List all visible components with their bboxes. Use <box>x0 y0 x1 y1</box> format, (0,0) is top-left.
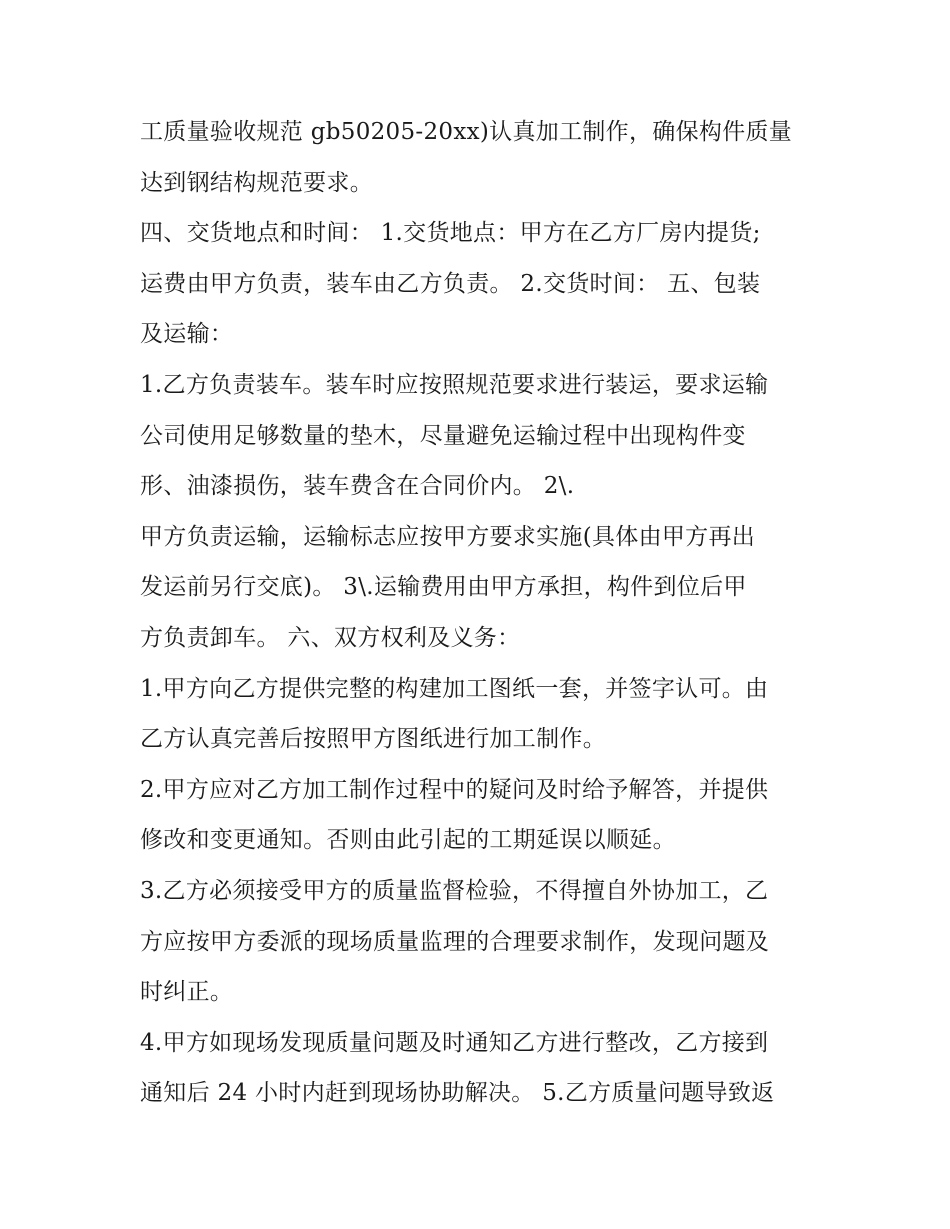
text-line: 乙方认真完善后按照甲方图纸进行加工制作。 <box>140 726 606 753</box>
text-line: 时纠正。 <box>140 979 234 1006</box>
text-line: 方负责卸车。 六、双方权利及义务： <box>140 624 521 651</box>
text-line: 1.乙方负责装车。装车时应按照规范要求进行装运，要求运输 <box>140 371 769 398</box>
text-line: 4.甲方如现场发现质量问题及时通知乙方进行整改，乙方接到 <box>140 1029 769 1056</box>
document-body <box>140 107 820 1119</box>
text-line: 通知后 24 小时内赶到现场协助解决。 5.乙方质量问题导致返 <box>140 1080 775 1107</box>
text-line: 运费由甲方负责，装车由乙方负责。 2.交货时间： 五、包装 <box>140 270 761 297</box>
text-line: 形、油漆损伤，装车费含在合同价内。 2\. <box>140 473 575 500</box>
text-line: 甲方负责运输，运输标志应按甲方要求实施(具体由甲方再出 <box>140 523 756 550</box>
text-line: 3.乙方必须接受甲方的质量监督检验，不得擅自外协加工，乙 <box>140 877 769 904</box>
text-line: 及运输： <box>140 321 234 348</box>
text-line: 达到钢结构规范要求。 <box>140 169 373 196</box>
text-line: 工质量验收规范 gb50205-20xx)认真加工制作，确保构件质量 <box>140 119 793 145</box>
text-line: 方应按甲方委派的现场质量监理的合理要求制作，发现问题及 <box>140 928 770 955</box>
text-line: 发运前另行交底)。 3\.运输费用由甲方承担，构件到位后甲 <box>140 574 747 601</box>
text-line: 四、交货地点和时间： 1.交货地点：甲方在乙方厂房内提货; <box>140 220 761 247</box>
text-line: 1.甲方向乙方提供完整的构建加工图纸一套，并签字认可。由 <box>140 675 769 702</box>
text-line: 修改和变更通知。否则由此引起的工期延误以顺延。 <box>140 827 676 854</box>
text-line: 公司使用足够数量的垫木，尽量避免运输过程中出现构件变 <box>140 422 746 449</box>
text-line: 2.甲方应对乙方加工制作过程中的疑问及时给予解答，并提供 <box>140 776 769 803</box>
